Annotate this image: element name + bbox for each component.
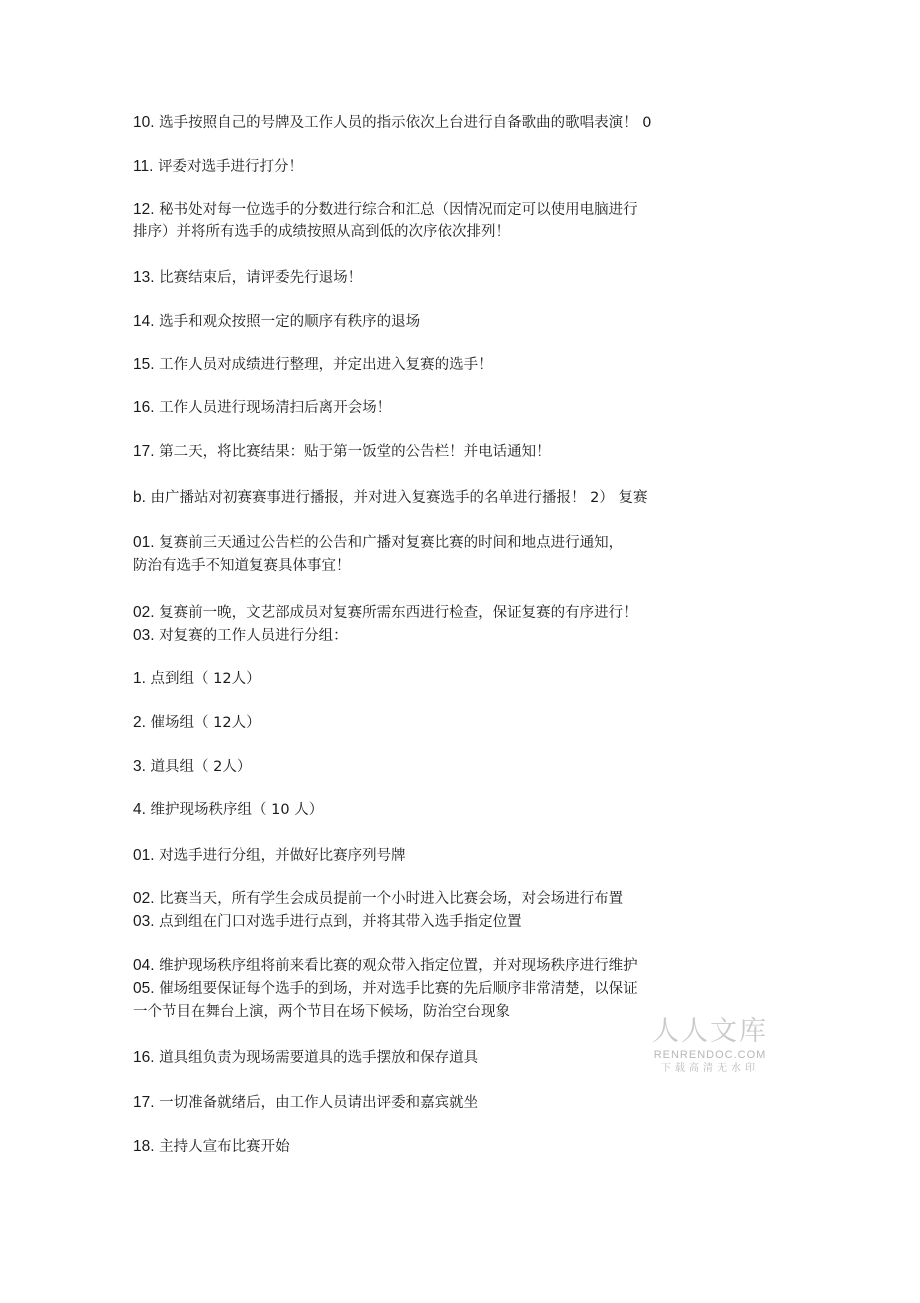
watermark-domain: RENRENDOC.COM	[653, 1049, 767, 1061]
text-line: 03. 对复赛的工作人员进行分组：	[133, 627, 348, 644]
watermark	[648, 1016, 772, 1076]
text-line: 10. 选手按照自己的号牌及工作人员的指示依次上台进行自备歌曲的歌唱表演！ 0	[133, 114, 652, 131]
text-line: 4. 维护现场秩序组（ 10 人）	[133, 801, 324, 818]
text-line: 12. 秘书处对每一位选手的分数进行综合和汇总（因情况而定可以使用电脑进行	[133, 201, 638, 218]
text-line: 16. 工作人员进行现场清扫后离开会场！	[133, 399, 392, 416]
text-line: 2. 催场组（ 12人）	[133, 714, 261, 731]
text-line: 17. 第二天，将比赛结果：贴于第一饭堂的公告栏！并电话通知！	[133, 443, 551, 460]
text-line: 03. 点到组在门口对选手进行点到，并将其带入选手指定位置	[133, 913, 522, 930]
text-line: 14. 选手和观众按照一定的顺序有秩序的退场	[133, 313, 421, 330]
text-line: 01. 复赛前三天通过公告栏的公告和广播对复赛比赛的时间和地点进行通知，	[133, 534, 624, 551]
text-line: 04. 维护现场秩序组将前来看比赛的观众带入指定位置，并对现场秩序进行维护	[133, 957, 638, 974]
text-line: 02. 比赛当天，所有学生会成员提前一个小时进入比赛会场，对会场进行布置	[133, 890, 624, 907]
text-line: 防治有选手不知道复赛具体事宜！	[133, 558, 351, 574]
text-line: 一个节目在舞台上演，两个节目在场下候场，防治空台现象	[133, 1004, 510, 1020]
text-line: 11. 评委对选手进行打分！	[133, 158, 304, 175]
text-line: 05. 催场组要保证每个选手的到场，并对选手比赛的先后顺序非常清楚，以保证	[133, 980, 638, 997]
text-line: 1. 点到组（ 12人）	[133, 670, 261, 687]
text-line: b. 由广播站对初赛赛事进行播报，并对进入复赛选手的名单进行播报！ 2） 复赛	[133, 489, 648, 506]
text-line: 3. 道具组（ 2人）	[133, 758, 252, 775]
text-line: 17. 一切准备就绪后，由工作人员请出评委和嘉宾就坐	[133, 1094, 479, 1111]
text-line: 18. 主持人宣布比赛开始	[133, 1138, 290, 1155]
watermark-title: 人人文库	[652, 1016, 768, 1047]
text-line: 13. 比赛结束后，请评委先行退场！	[133, 269, 363, 286]
text-line: 01. 对选手进行分组，并做好比赛序列号牌	[133, 847, 406, 864]
text-line: 排序）并将所有选手的成绩按照从高到低的次序依次排列！	[133, 224, 510, 240]
text-line: 02. 复赛前一晚，文艺部成员对复赛所需东西进行检查，保证复赛的有序进行！	[133, 604, 638, 621]
watermark-tagline: 下载高清无水印	[661, 1063, 759, 1074]
text-line: 16. 道具组负责为现场需要道具的选手摆放和保存道具	[133, 1049, 479, 1066]
text-line: 15. 工作人员对成绩进行整理，并定出进入复赛的选手！	[133, 356, 493, 373]
